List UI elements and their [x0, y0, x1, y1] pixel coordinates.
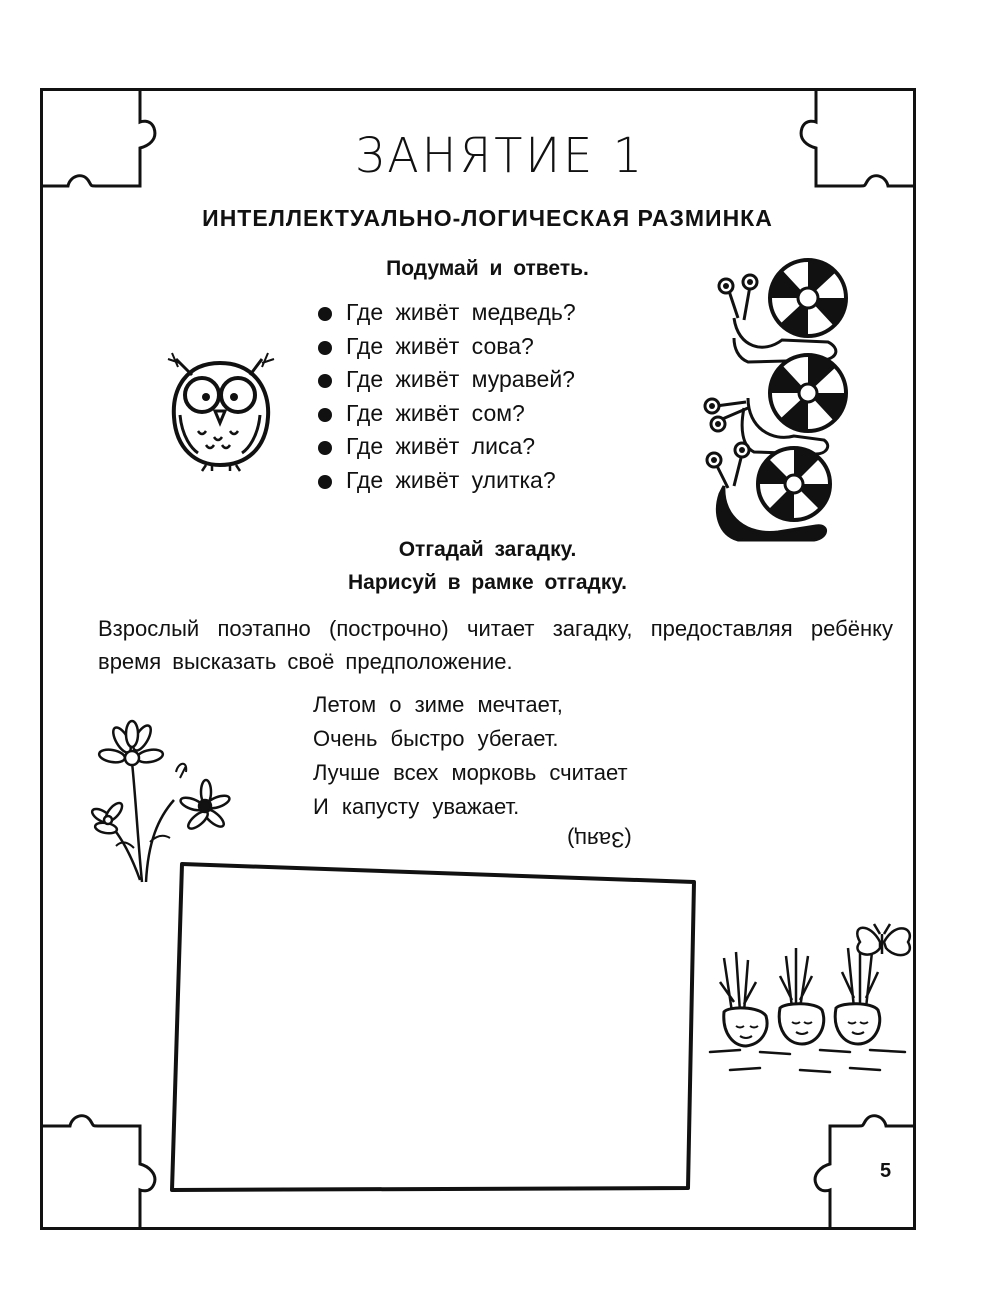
bullet-icon: [318, 307, 332, 321]
list-item: Где живёт улитка?: [316, 464, 576, 498]
list-item: Где живёт муравей?: [316, 363, 576, 397]
carrots-illustration: [700, 912, 915, 1082]
task2-heading-line1: Отгадай загадку.: [398, 538, 577, 561]
page-number: 5: [880, 1160, 892, 1182]
list-item: Где живёт медведь?: [316, 296, 576, 330]
owl-illustration: [162, 345, 282, 470]
question-list: [316, 296, 576, 497]
riddle-poem: [313, 688, 628, 824]
task2-heading: [0, 533, 975, 599]
bullet-icon: [318, 441, 332, 455]
puzzle-corner-bottom-right: [800, 1112, 920, 1230]
poem-line: Очень быстро убегает.: [313, 726, 559, 751]
poem-line: Летом о зиме мечтает,: [313, 692, 563, 717]
task2-heading-line2: Нарисуй в рамке отгадку.: [347, 571, 628, 594]
poem-line: И капусту уважает.: [313, 794, 520, 819]
bullet-icon: [318, 475, 332, 489]
puzzle-corner-bottom-left: [40, 1112, 160, 1230]
bullet-icon: [318, 341, 332, 355]
poem-line: Лучше всех морковь считает: [313, 760, 628, 785]
riddle-answer: (Заяц): [567, 827, 632, 852]
snails-illustration: [698, 258, 858, 548]
bullet-icon: [318, 374, 332, 388]
instruction-text: Взрослый поэтапно (построчно) читает загадку, предоставляя ребёнку время высказать своё предположение.: [98, 616, 893, 674]
list-item: Где живёт лиса?: [316, 430, 576, 464]
drawing-frame: [164, 852, 704, 1202]
bullet-icon: [318, 408, 332, 422]
lesson-title: ЗАНЯТИЕ 1: [354, 126, 646, 184]
list-item: Где живёт сова?: [316, 330, 576, 364]
list-item: Где живёт сом?: [316, 397, 576, 431]
lesson-subtitle: ИНТЕЛЛЕКТУАЛЬНО-ЛОГИЧЕСКАЯ РАЗМИНКА: [202, 205, 773, 231]
task1-heading: Подумай и ответь.: [386, 257, 589, 280]
